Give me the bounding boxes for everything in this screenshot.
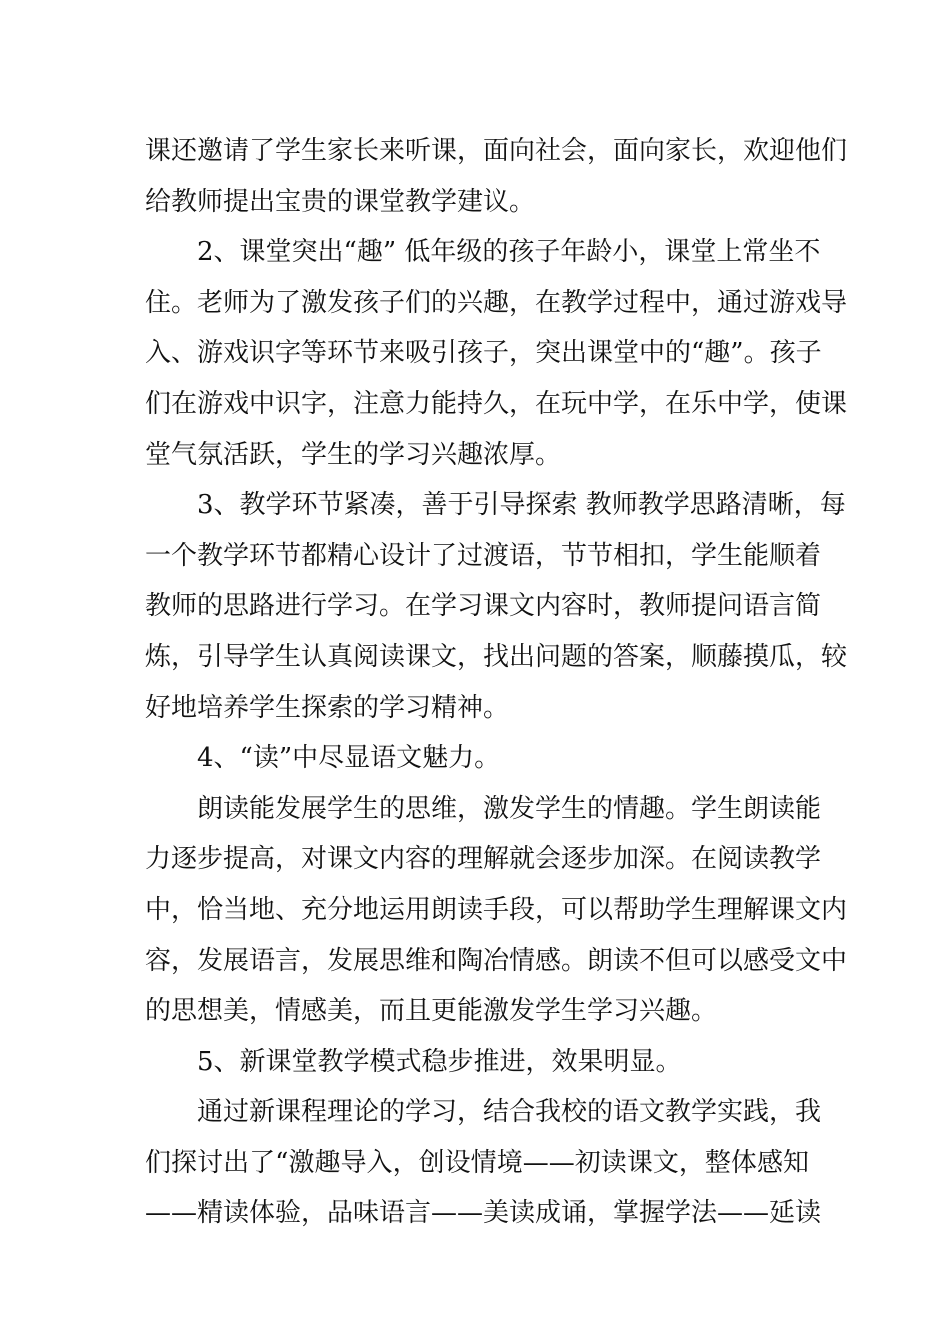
text-line: 住。老师为了激发孩子们的兴趣，在教学过程中，通过游戏导 bbox=[145, 287, 848, 318]
text-line: 4、“读”中尽显语文魅力。 bbox=[197, 743, 501, 774]
text-line: 朗读能发展学生的思维，激发学生的情趣。学生朗读能 bbox=[197, 793, 822, 824]
text-line: 课还邀请了学生家长来听课，面向社会，面向家长，欢迎他们 bbox=[145, 136, 848, 166]
text-line: 好地培养学生探索的学习精神。 bbox=[145, 692, 510, 723]
text-line: 中，恰当地、充分地运用朗读手段，可以帮助学生理解课文内 bbox=[145, 894, 848, 925]
text-line: 堂气氛活跃，学生的学习兴趣浓厚。 bbox=[145, 439, 562, 470]
text-line: 5、新课堂教学模式稳步推进，效果明显。 bbox=[197, 1046, 682, 1077]
text-line: 通过新课程理论的学习，结合我校的语文教学实践，我 bbox=[197, 1097, 822, 1128]
text-line: 教师的思路进行学习。在学习课文内容时，教师提问语言简 bbox=[145, 591, 822, 622]
text-line: 们在游戏中识字，注意力能持久，在玩中学，在乐中学，使课 bbox=[145, 388, 848, 419]
text-line: 一个教学环节都精心设计了过渡语，节节相扣，学生能顺着 bbox=[145, 540, 822, 571]
text-line: 给教师提出宝贵的课堂教学建议。 bbox=[145, 186, 536, 217]
body-text bbox=[145, 126, 848, 1239]
text-line: 3、教学环节紧凑，善于引导探索 教师教学思路清晰，每 bbox=[197, 490, 846, 521]
text-line: 2、课堂突出“趣” 低年级的孩子年龄小，课堂上常坐不 bbox=[197, 237, 821, 268]
text-line: ——精读体验，品味语言——美读成诵，掌握学法——延读 bbox=[145, 1198, 822, 1229]
text-line: 力逐步提高，对课文内容的理解就会逐步加深。在阅读教学 bbox=[145, 844, 822, 875]
text-line: 炼，引导学生认真阅读课文，找出问题的答案，顺藤摸瓜，较 bbox=[145, 641, 848, 672]
text-line: 的思想美，情感美，而且更能激发学生学习兴趣。 bbox=[145, 996, 718, 1027]
text-line: 们探讨出了“激趣导入，创设情境——初读课文，整体感知 bbox=[145, 1147, 809, 1178]
text-line: 入、游戏识字等环节来吸引孩子，突出课堂中的“趣”。孩子 bbox=[145, 338, 822, 369]
text-line: 容，发展语言，发展思维和陶冶情感。朗读不但可以感受文中 bbox=[145, 945, 848, 976]
